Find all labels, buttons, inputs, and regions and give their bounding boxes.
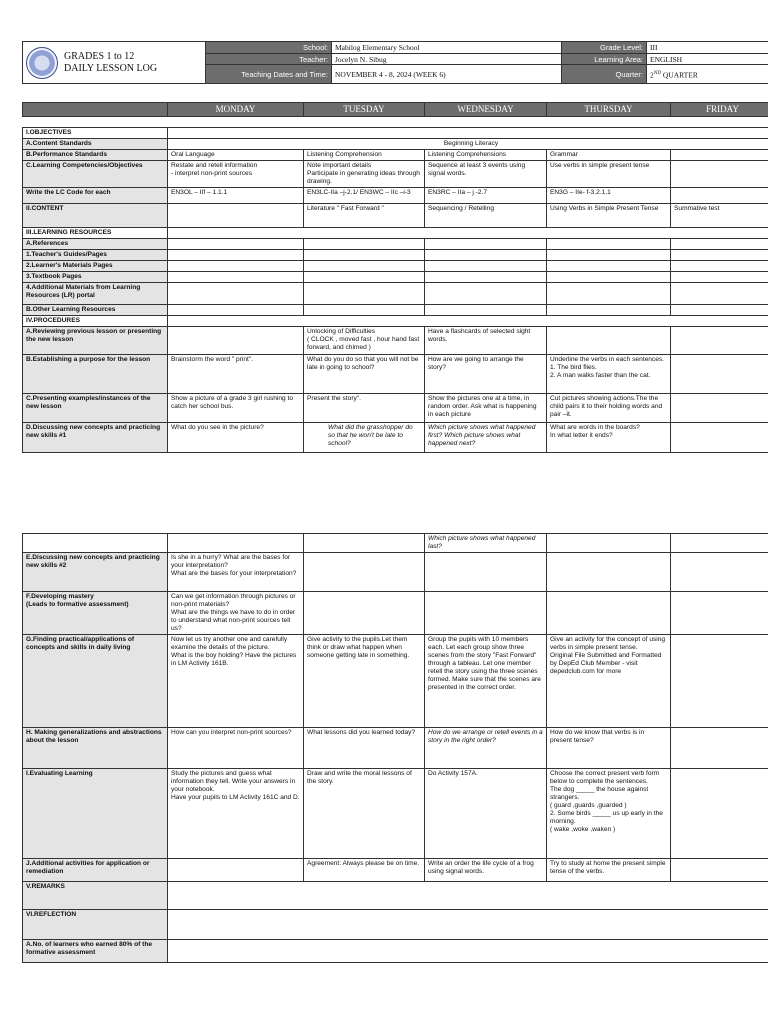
row-label: B.Performance Standards xyxy=(23,150,168,161)
row-label: Write the LC Code for each xyxy=(23,188,168,204)
table-row xyxy=(23,139,768,150)
day-cell: Agreement: Always please be on time. xyxy=(304,859,425,882)
day-cell: Have a flashcards of selected sight words. xyxy=(425,327,547,355)
row-label: 1.Teacher's Guides/Pages xyxy=(23,250,168,261)
deped-seal-icon xyxy=(26,47,58,79)
table-row xyxy=(23,316,768,327)
day-cell: What did the grasshopper do so that he won't be late to school? xyxy=(304,423,425,453)
row-label: A.References xyxy=(23,239,168,250)
day-cell xyxy=(547,305,671,316)
day-cell xyxy=(168,239,304,250)
day-cell xyxy=(425,592,547,635)
content-standard-cell: Beginning Literacy xyxy=(168,139,768,150)
row-label: E.Discussing new concepts and practicing new skills #2 xyxy=(23,553,168,592)
day-cell xyxy=(168,272,304,283)
day-cell xyxy=(547,553,671,592)
day-cell: How can you interpret non-print sources? xyxy=(168,728,304,769)
section-span-cell xyxy=(168,910,768,940)
row-label: IV.PROCEDURES xyxy=(23,316,168,327)
school-value: Mabilog Elementary School xyxy=(332,42,562,54)
day-cell xyxy=(304,283,425,305)
day-cell: Group the pupils with 10 members each. Let each group show three scenes from the story "Fast Forward" through a tableau. Let one member retell the story using the three scenes formed. Make sure that the scenes are presented in the correct order. xyxy=(425,635,547,728)
day-cell xyxy=(425,305,547,316)
row-label: D.Discussing new concepts and practicing new skills #1 xyxy=(23,423,168,453)
day-cell: What lessons did you learned today? xyxy=(304,728,425,769)
day-cell: Summative test xyxy=(671,204,768,228)
day-cell: Show a picture of a grade 3 girl rushing to catch her school bus. xyxy=(168,394,304,423)
day-header-table xyxy=(22,102,768,117)
day-cell xyxy=(671,305,768,316)
day-cell xyxy=(304,553,425,592)
day-cell: How do we know that verbs is in present tense? xyxy=(547,728,671,769)
lesson-table-page2 xyxy=(22,533,768,963)
day-cell: What do you do so that you will not be late in going to school? xyxy=(304,355,425,394)
grade-value: III xyxy=(647,42,768,54)
day-cell: How do we arrange or retell events in a story in the right order? xyxy=(425,728,547,769)
day-cell: Give an activity for the concept of using verbs in simple present tense. Original File Submitted and Formatted by DepEd Club Member - visit depedclub.com for more xyxy=(547,635,671,728)
day-tuesday: TUESDAY xyxy=(304,103,425,117)
day-cell xyxy=(671,592,768,635)
table-row xyxy=(23,769,768,859)
table-row xyxy=(23,250,768,261)
dates-value: NOVEMBER 4 - 8, 2024 (WEEK 6) xyxy=(332,65,562,84)
day-cell xyxy=(671,161,768,188)
day-cell xyxy=(671,423,768,453)
day-cell xyxy=(168,250,304,261)
day-cell: Oral Language xyxy=(168,150,304,161)
day-cell xyxy=(547,250,671,261)
lesson-table-page1 xyxy=(22,127,768,453)
day-cell: Draw and write the moral lessons of the story. xyxy=(304,769,425,859)
section-span-cell xyxy=(168,940,768,963)
table-row xyxy=(23,882,768,910)
day-cell: Brainstorm the word " print". xyxy=(168,355,304,394)
table-row xyxy=(23,128,768,139)
row-label: F.Developing mastery (Leads to formative assessment) xyxy=(23,592,168,635)
table-row xyxy=(23,283,768,305)
day-cell xyxy=(671,239,768,250)
day-cell xyxy=(168,261,304,272)
table-row xyxy=(23,272,768,283)
table-row xyxy=(23,228,768,239)
table-row xyxy=(23,327,768,355)
table-row xyxy=(23,261,768,272)
day-cell: Which picture shows what happened first? Which picture shows what happened next? xyxy=(425,423,547,453)
quarter-label: Quarter: xyxy=(562,65,647,84)
day-cell xyxy=(671,355,768,394)
day-cell xyxy=(168,534,304,553)
day-cell xyxy=(425,261,547,272)
row-label: III.LEARNING RESOURCES xyxy=(23,228,168,239)
day-cell: EN3RC – IIa – j -2.7 xyxy=(425,188,547,204)
teacher-label: Teacher: xyxy=(206,54,332,65)
day-cell: EN3LC-IIa –j-2.1/ EN3WC – IIc –i-3 xyxy=(304,188,425,204)
day-cell xyxy=(671,728,768,769)
day-cell: Show the pictures one at a time, in random order. Ask what is happening in each picture xyxy=(425,394,547,423)
dates-label: Teaching Dates and Time: xyxy=(206,65,332,84)
day-thursday: THURSDAY xyxy=(547,103,671,117)
grade-label: Grade Level: xyxy=(562,42,647,54)
day-cell xyxy=(547,239,671,250)
area-label: Learning Area: xyxy=(562,54,647,65)
table-row xyxy=(23,423,768,453)
area-value: ENGLISH xyxy=(647,54,768,65)
table-row xyxy=(23,940,768,963)
day-cell xyxy=(547,261,671,272)
table-row xyxy=(23,239,768,250)
row-label: 3.Textbook Pages xyxy=(23,272,168,283)
day-cell xyxy=(671,327,768,355)
day-cell xyxy=(547,592,671,635)
day-cell: Is she in a hurry? What are the bases for your interpretation? What are the bases for your interpretation? xyxy=(168,553,304,592)
row-label xyxy=(23,534,168,553)
table-row xyxy=(23,305,768,316)
day-cell: Present the story". xyxy=(304,394,425,423)
day-cell: Restate and retell information - interpret non-print sources xyxy=(168,161,304,188)
row-label: A.Reviewing previous lesson or presenting the new lesson xyxy=(23,327,168,355)
teacher-value: Jocelyn N. Sibug xyxy=(332,54,562,65)
row-label: I.OBJECTIVES xyxy=(23,128,168,139)
day-wednesday: WEDNESDAY xyxy=(425,103,547,117)
day-cell xyxy=(671,261,768,272)
header-title-cell xyxy=(23,42,206,84)
day-cell xyxy=(425,272,547,283)
section-span-cell xyxy=(168,228,768,239)
day-cell xyxy=(168,283,304,305)
row-label: VI.REFLECTION xyxy=(23,910,168,940)
table-row xyxy=(23,150,768,161)
day-cell: Underline the verbs in each sentences. 1. The bird flies. 2. A man walks faster than the cat. xyxy=(547,355,671,394)
table-row xyxy=(23,553,768,592)
title-line2: DAILY LESSON LOG xyxy=(64,62,158,74)
row-label: 2.Learner's Materials Pages xyxy=(23,261,168,272)
day-cell xyxy=(304,272,425,283)
day-cell: Which picture shows what happened last? xyxy=(425,534,547,553)
day-cell xyxy=(425,283,547,305)
day-cell: Try to study at home the present simple tense of the verbs. xyxy=(547,859,671,882)
title-line1: GRADES 1 to 12 xyxy=(64,50,135,62)
header-table xyxy=(22,41,768,84)
row-label: C.Learning Competencies/Objectives xyxy=(23,161,168,188)
day-cell: What are words in the boards? In what letter it ends? xyxy=(547,423,671,453)
day-cell: EN3G – IIe- f-3.2.1.1 xyxy=(547,188,671,204)
table-row xyxy=(23,859,768,882)
section-span-cell xyxy=(168,316,768,327)
row-label: G.Finding practical/applications of concepts and skills in daily living xyxy=(23,635,168,728)
day-cell xyxy=(168,859,304,882)
row-label: 4.Additional Materials from Learning Resources (LR) portal xyxy=(23,283,168,305)
day-cell: How are we going to arrange the story? xyxy=(425,355,547,394)
day-cell xyxy=(168,305,304,316)
table-row xyxy=(23,910,768,940)
section-span-cell xyxy=(168,128,768,139)
day-cell: Using Verbs in Simple Present Tense xyxy=(547,204,671,228)
day-cell xyxy=(671,150,768,161)
day-cell xyxy=(304,250,425,261)
row-label: A.Content Standards xyxy=(23,139,168,150)
day-cell: Study the pictures and guess what information they tell. Write your answers in your notebook. Have your pupils to LM Activity 161C and D. xyxy=(168,769,304,859)
day-cell: Note important details Participate in generating ideas through drawing. xyxy=(304,161,425,188)
table-row xyxy=(23,394,768,423)
row-label: B.Other Learning Resources xyxy=(23,305,168,316)
day-cell: Can we get information through pictures or non-print materials? What are the things we have to do in order to understand what non-print sources tell us? xyxy=(168,592,304,635)
day-cell xyxy=(671,272,768,283)
day-cell xyxy=(425,553,547,592)
table-row xyxy=(23,728,768,769)
school-label: School: xyxy=(206,42,332,54)
day-cell xyxy=(671,635,768,728)
day-cell: What do you see in the picture? xyxy=(168,423,304,453)
table-row xyxy=(23,188,768,204)
row-label: H. Making generalizations and abstractions about the lesson xyxy=(23,728,168,769)
day-cell xyxy=(671,534,768,553)
day-cell: Grammar xyxy=(547,150,671,161)
day-cell: Do Activity 157A. xyxy=(425,769,547,859)
table-row xyxy=(23,592,768,635)
day-cell xyxy=(304,534,425,553)
row-label: II.CONTENT xyxy=(23,204,168,228)
table-row xyxy=(23,161,768,188)
day-cell xyxy=(547,534,671,553)
day-cell xyxy=(547,272,671,283)
table-row xyxy=(23,204,768,228)
row-label: A.No. of learners who earned 80% of the formative assessment xyxy=(23,940,168,963)
day-cell xyxy=(671,283,768,305)
day-cell xyxy=(671,394,768,423)
day-cell: Now let us try another one and carefully examine the details of the picture. What is the boy holding? Have the pictures in LM Activity 161B. xyxy=(168,635,304,728)
day-cell: Write an order the life cycle of a frog using signal words. xyxy=(425,859,547,882)
day-cell xyxy=(671,188,768,204)
day-cell xyxy=(304,305,425,316)
day-cell: Give activity to the pupils.Let them think or draw what happen when someone getting late in something. xyxy=(304,635,425,728)
day-monday: MONDAY xyxy=(168,103,304,117)
day-cell xyxy=(304,239,425,250)
table-row xyxy=(23,635,768,728)
day-cell: Listening Comprehensions xyxy=(425,150,547,161)
day-cell xyxy=(168,327,304,355)
table-row xyxy=(23,355,768,394)
day-cell xyxy=(168,204,304,228)
day-cell: Listening Comprehension xyxy=(304,150,425,161)
day-cell: Cut pictures showing actions.The the child pairs it to their holding words and pair –it. xyxy=(547,394,671,423)
row-label: B.Establishing a purpose for the lesson xyxy=(23,355,168,394)
day-cell: Sequencing / Retelling xyxy=(425,204,547,228)
day-cell: Choose the correct present verb form below to complete the sentences. The dog _____ the house against strangers. ( guard ,guards ,guarded ) 2. Some birds _____ us up early in the morning. ( wake ,woke ,waken ) xyxy=(547,769,671,859)
row-label: V.REMARKS xyxy=(23,882,168,910)
day-cell xyxy=(304,592,425,635)
day-friday: FRIDAY xyxy=(671,103,768,117)
row-label: I.Evaluating Learning xyxy=(23,769,168,859)
day-cell: Unlocking of Difficulties ( CLOCK , moved fast , hour hand fast forward, and chimed ) xyxy=(304,327,425,355)
day-cell: Literature " Fast Forward " xyxy=(304,204,425,228)
day-cell xyxy=(425,250,547,261)
day-cell xyxy=(671,859,768,882)
day-cell xyxy=(304,261,425,272)
day-cell xyxy=(547,283,671,305)
row-label: J.Additional activities for application or remediation xyxy=(23,859,168,882)
day-cell: Sequence at least 3 events using signal words. xyxy=(425,161,547,188)
day-cell xyxy=(425,239,547,250)
day-cell xyxy=(547,327,671,355)
row-label: C.Presenting examples/instances of the new lesson xyxy=(23,394,168,423)
day-cell xyxy=(671,769,768,859)
section-span-cell xyxy=(168,882,768,910)
quarter-value: 2ND QUARTER xyxy=(647,65,768,84)
day-cell: EN3OL – IIf – 1.1.1 xyxy=(168,188,304,204)
day-cell xyxy=(671,553,768,592)
day-cell xyxy=(671,250,768,261)
table-row xyxy=(23,534,768,553)
day-header-blank xyxy=(23,103,168,117)
day-cell: Use verbs in simple present tense xyxy=(547,161,671,188)
